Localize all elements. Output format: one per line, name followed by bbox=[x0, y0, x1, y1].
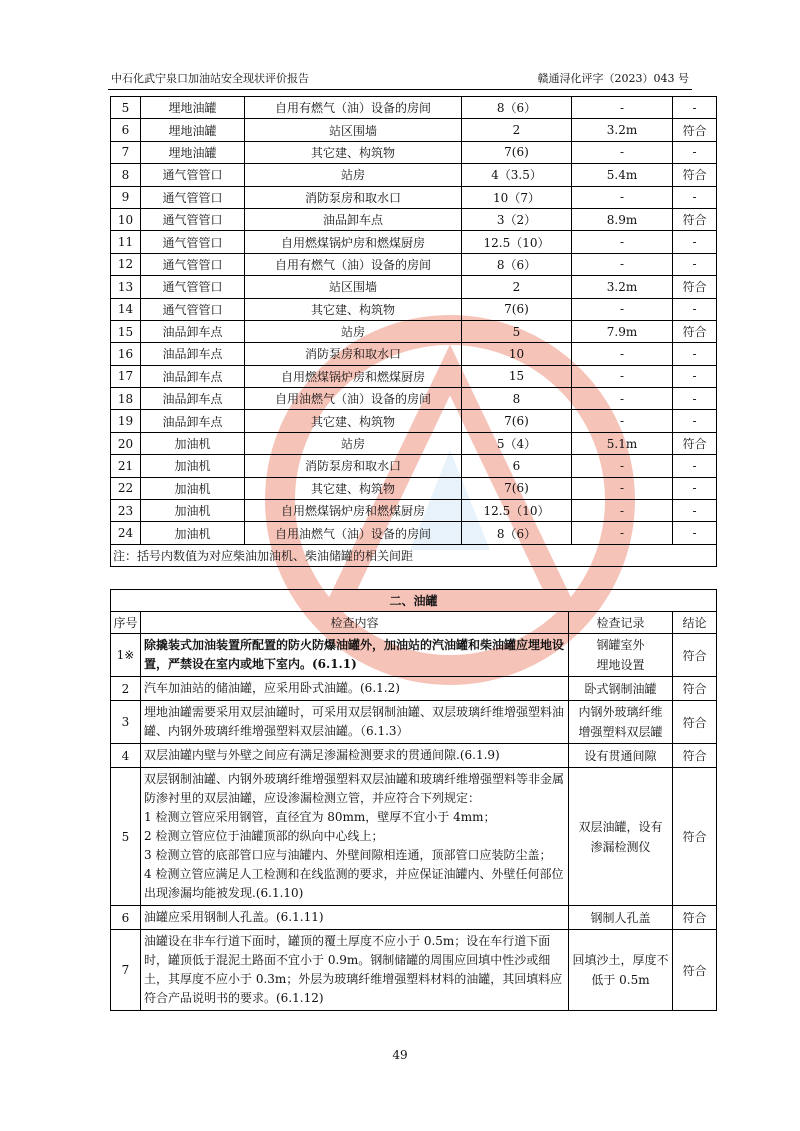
target-cell: 自用油燃气（油）设备的房间 bbox=[245, 388, 462, 410]
check-content-line: 油罐设在非车行道下面时，罐顶的覆土厚度不应小于 0.5m；设在车行道下面时，罐顶低于混泥土路面不宜小于 0.9m。钢制储罐的周围应回填中性沙或细土，其厚度不应小于 0.3m；外层为玻璃纤维增强塑料材料的油罐，其回填料应符合产品说明书的要求。(6.1.12) bbox=[144, 934, 563, 1005]
measured-distance-cell: - bbox=[572, 477, 673, 499]
measured-distance-cell: - bbox=[572, 410, 673, 432]
target-cell: 站区围墙 bbox=[245, 276, 462, 298]
conclusion-cell: 符合 bbox=[673, 768, 717, 906]
target-cell: 自用油燃气（油）设备的房间 bbox=[245, 522, 462, 544]
conclusion-cell: 符合 bbox=[673, 634, 717, 677]
check-record-cell: 钢制人孔盖 bbox=[569, 906, 673, 930]
source-cell: 通气管管口 bbox=[141, 253, 245, 275]
row-no-cell: 22 bbox=[111, 477, 141, 499]
check-record-cell: 设有贯通间隙 bbox=[569, 744, 673, 768]
target-cell: 自用有燃气（油）设备的房间 bbox=[245, 97, 462, 119]
page-header-left: 中石化武宁泉口加油站安全现状评价报告 bbox=[111, 72, 309, 85]
measured-distance-cell: 5.1m bbox=[572, 432, 673, 454]
conclusion-cell: - bbox=[673, 522, 717, 544]
measured-distance-cell: 3.2m bbox=[572, 276, 673, 298]
source-cell: 埋地油罐 bbox=[141, 119, 245, 141]
table-row bbox=[111, 388, 717, 410]
tank-check-table bbox=[110, 589, 717, 1011]
conclusion-cell: - bbox=[673, 186, 717, 208]
measured-distance-cell: - bbox=[572, 141, 673, 163]
required-distance-cell: 5 bbox=[462, 320, 572, 342]
check-content-line: 4 检测立管应满足人工检测和在线监测的要求，并应保证油罐内、外壁任何部位出现渗漏均能被发现.(6.1.10) bbox=[144, 867, 564, 900]
table-row bbox=[111, 276, 717, 298]
item-no-cell: 1※ bbox=[111, 634, 141, 677]
table-row bbox=[111, 701, 717, 744]
conclusion-cell: - bbox=[673, 500, 717, 522]
table-row bbox=[111, 768, 717, 906]
header-no: 序号 bbox=[111, 612, 141, 634]
row-no-cell: 10 bbox=[111, 208, 141, 230]
section-title: 二、油罐 bbox=[111, 590, 717, 612]
conclusion-cell: - bbox=[673, 343, 717, 365]
table-row bbox=[111, 343, 717, 365]
check-content-line: 1 检测立管应采用钢管，直径宜为 80mm，壁厚不宜小于 4mm； bbox=[144, 810, 496, 824]
item-no-cell: 7 bbox=[111, 930, 141, 1011]
source-cell: 加油机 bbox=[141, 432, 245, 454]
row-no-cell: 7 bbox=[111, 141, 141, 163]
table-row bbox=[111, 410, 717, 432]
required-distance-cell: 7(6) bbox=[462, 298, 572, 320]
conclusion-cell: 符合 bbox=[673, 701, 717, 744]
conclusion-cell: - bbox=[673, 298, 717, 320]
item-no-cell: 5 bbox=[111, 768, 141, 906]
measured-distance-cell: - bbox=[572, 343, 673, 365]
conclusion-cell: 符合 bbox=[673, 432, 717, 454]
check-content-line: 埋地油罐需要采用双层油罐时，可采用双层钢制油罐、双层玻璃纤维增强塑料油罐、内钢外玻璃纤维增强塑料双层油罐。（6.1.3） bbox=[144, 705, 565, 738]
row-no-cell: 24 bbox=[111, 522, 141, 544]
source-cell: 通气管管口 bbox=[141, 231, 245, 253]
check-content-cell bbox=[141, 677, 569, 701]
note-row bbox=[111, 544, 717, 566]
item-no-cell: 4 bbox=[111, 744, 141, 768]
measured-distance-cell: - bbox=[572, 455, 673, 477]
check-content-cell bbox=[141, 634, 569, 677]
check-content-line: 双层钢制油罐、内钢外玻璃纤维增强塑料双层油罐和玻璃纤维增强塑料等非金属防渗衬里的双层油罐，应设渗漏检测立管，并应符合下列规定： bbox=[144, 772, 565, 805]
required-distance-cell: 12.5（10） bbox=[462, 500, 572, 522]
row-no-cell: 17 bbox=[111, 365, 141, 387]
conclusion-cell: 符合 bbox=[673, 744, 717, 768]
table-row bbox=[111, 677, 717, 701]
required-distance-cell: 4（3.5） bbox=[462, 164, 572, 186]
check-content-cell bbox=[141, 906, 569, 930]
required-distance-cell: 8（6） bbox=[462, 97, 572, 119]
required-distance-cell: 15 bbox=[462, 365, 572, 387]
row-no-cell: 18 bbox=[111, 388, 141, 410]
conclusion-cell: - bbox=[673, 141, 717, 163]
item-no-cell: 3 bbox=[111, 701, 141, 744]
required-distance-cell: 12.5（10） bbox=[462, 231, 572, 253]
required-distance-cell: 2 bbox=[462, 276, 572, 298]
source-cell: 埋地油罐 bbox=[141, 141, 245, 163]
check-content-cell bbox=[141, 768, 569, 906]
header-record: 检查记录 bbox=[569, 612, 673, 634]
conclusion-cell: - bbox=[673, 231, 717, 253]
measured-distance-cell: - bbox=[572, 500, 673, 522]
target-cell: 其它建、构筑物 bbox=[245, 141, 462, 163]
conclusion-cell: - bbox=[673, 455, 717, 477]
conclusion-cell: 符合 bbox=[673, 208, 717, 230]
check-content-line: 2 检测立管应位于油罐顶部的纵向中心线上； bbox=[144, 829, 384, 843]
target-cell: 站房 bbox=[245, 432, 462, 454]
conclusion-cell: 符合 bbox=[673, 276, 717, 298]
conclusion-cell: 符合 bbox=[673, 320, 717, 342]
source-cell: 通气管管口 bbox=[141, 276, 245, 298]
target-cell: 消防泵房和取水口 bbox=[245, 343, 462, 365]
table-row bbox=[111, 320, 717, 342]
conclusion-cell: 符合 bbox=[673, 930, 717, 1011]
measured-distance-cell: - bbox=[572, 231, 673, 253]
item-no-cell: 6 bbox=[111, 906, 141, 930]
row-no-cell: 11 bbox=[111, 231, 141, 253]
target-cell: 自用燃煤锅炉房和燃煤厨房 bbox=[245, 365, 462, 387]
measured-distance-cell: 7.9m bbox=[572, 320, 673, 342]
required-distance-cell: 8（6） bbox=[462, 253, 572, 275]
required-distance-cell: 8 bbox=[462, 388, 572, 410]
required-distance-cell: 10 bbox=[462, 343, 572, 365]
row-no-cell: 13 bbox=[111, 276, 141, 298]
target-cell: 站房 bbox=[245, 320, 462, 342]
measured-distance-cell: 3.2m bbox=[572, 119, 673, 141]
measured-distance-cell: - bbox=[572, 522, 673, 544]
table-row bbox=[111, 164, 717, 186]
table-row bbox=[111, 477, 717, 499]
table-row bbox=[111, 522, 717, 544]
check-content-line: 双层油罐内壁与外壁之间应有满足渗漏检测要求的贯通间隙.(6.1.9) bbox=[144, 748, 500, 762]
target-cell: 自用燃煤锅炉房和燃煤厨房 bbox=[245, 231, 462, 253]
table-row bbox=[111, 930, 717, 1011]
required-distance-cell: 3（2） bbox=[462, 208, 572, 230]
row-no-cell: 16 bbox=[111, 343, 141, 365]
source-cell: 加油机 bbox=[141, 455, 245, 477]
conclusion-cell: 符合 bbox=[673, 119, 717, 141]
conclusion-cell: - bbox=[673, 253, 717, 275]
table-row bbox=[111, 119, 717, 141]
source-cell: 加油机 bbox=[141, 522, 245, 544]
table-row bbox=[111, 634, 717, 677]
table-row bbox=[111, 365, 717, 387]
table-row bbox=[111, 208, 717, 230]
conclusion-cell: - bbox=[673, 477, 717, 499]
table-row bbox=[111, 432, 717, 454]
source-cell: 通气管管口 bbox=[141, 164, 245, 186]
row-no-cell: 14 bbox=[111, 298, 141, 320]
measured-distance-cell: - bbox=[572, 388, 673, 410]
measured-distance-cell: - bbox=[572, 365, 673, 387]
check-content-cell bbox=[141, 701, 569, 744]
header-content: 检查内容 bbox=[141, 612, 569, 634]
check-record-cell: 回填沙土，厚度不 低于 0.5m bbox=[569, 930, 673, 1011]
conclusion-cell: 符合 bbox=[673, 906, 717, 930]
required-distance-cell: 7(6) bbox=[462, 477, 572, 499]
table-row bbox=[111, 253, 717, 275]
source-cell: 埋地油罐 bbox=[141, 97, 245, 119]
target-cell: 消防泵房和取水口 bbox=[245, 186, 462, 208]
row-no-cell: 15 bbox=[111, 320, 141, 342]
check-record-cell: 内钢外玻璃纤维 增强塑料双层罐 bbox=[569, 701, 673, 744]
source-cell: 油品卸车点 bbox=[141, 320, 245, 342]
target-cell: 站房 bbox=[245, 164, 462, 186]
check-record-cell: 钢罐室外 埋地设置 bbox=[569, 634, 673, 677]
source-cell: 加油机 bbox=[141, 477, 245, 499]
measured-distance-cell: 8.9m bbox=[572, 208, 673, 230]
table-row bbox=[111, 231, 717, 253]
source-cell: 油品卸车点 bbox=[141, 410, 245, 432]
target-cell: 其它建、构筑物 bbox=[245, 298, 462, 320]
source-cell: 通气管管口 bbox=[141, 186, 245, 208]
table-row bbox=[111, 500, 717, 522]
page-header-right: 赣通浔化评字（2023）043 号 bbox=[537, 72, 689, 85]
check-content-line: 汽车加油站的储油罐，应采用卧式油罐。(6.1.2) bbox=[144, 681, 400, 695]
item-no-cell: 2 bbox=[111, 677, 141, 701]
conclusion-cell: - bbox=[673, 388, 717, 410]
required-distance-cell: 2 bbox=[462, 119, 572, 141]
check-content-line: 油罐应采用钢制人孔盖。(6.1.11) bbox=[144, 910, 324, 924]
target-cell: 自用燃煤锅炉房和燃煤厨房 bbox=[245, 500, 462, 522]
target-cell: 油品卸车点 bbox=[245, 208, 462, 230]
table-row bbox=[111, 97, 717, 119]
row-no-cell: 19 bbox=[111, 410, 141, 432]
source-cell: 通气管管口 bbox=[141, 298, 245, 320]
check-content-cell bbox=[141, 930, 569, 1011]
target-cell: 其它建、构筑物 bbox=[245, 477, 462, 499]
target-cell: 站区围墙 bbox=[245, 119, 462, 141]
conclusion-cell: 符合 bbox=[673, 164, 717, 186]
required-distance-cell: 5（4） bbox=[462, 432, 572, 454]
row-no-cell: 21 bbox=[111, 455, 141, 477]
target-cell: 自用有燃气（油）设备的房间 bbox=[245, 253, 462, 275]
page-number: 49 bbox=[392, 1048, 408, 1062]
check-content-cell bbox=[141, 744, 569, 768]
table-row bbox=[111, 744, 717, 768]
required-distance-cell: 8（6） bbox=[462, 522, 572, 544]
measured-distance-cell: - bbox=[572, 298, 673, 320]
measured-distance-cell: - bbox=[572, 97, 673, 119]
conclusion-cell: - bbox=[673, 365, 717, 387]
section-title-row bbox=[111, 590, 717, 612]
table-row bbox=[111, 298, 717, 320]
required-distance-cell: 6 bbox=[462, 455, 572, 477]
table-row bbox=[111, 186, 717, 208]
measured-distance-cell: 5.4m bbox=[572, 164, 673, 186]
conclusion-cell: - bbox=[673, 97, 717, 119]
conclusion-cell: - bbox=[673, 410, 717, 432]
row-no-cell: 5 bbox=[111, 97, 141, 119]
table-row bbox=[111, 906, 717, 930]
check-header-row bbox=[111, 612, 717, 634]
check-record-cell: 卧式钢制油罐 bbox=[569, 677, 673, 701]
table-row bbox=[111, 455, 717, 477]
target-cell: 其它建、构筑物 bbox=[245, 410, 462, 432]
check-record-cell: 双层油罐，设有 渗漏检测仪 bbox=[569, 768, 673, 906]
source-cell: 油品卸车点 bbox=[141, 365, 245, 387]
row-no-cell: 8 bbox=[111, 164, 141, 186]
source-cell: 油品卸车点 bbox=[141, 388, 245, 410]
check-content-line: 3 检测立管的底部管口应与油罐内、外壁间隙相连通，顶部管口应装防尘盖； bbox=[144, 848, 552, 862]
source-cell: 加油机 bbox=[141, 500, 245, 522]
required-distance-cell: 7(6) bbox=[462, 141, 572, 163]
target-cell: 消防泵房和取水口 bbox=[245, 455, 462, 477]
row-no-cell: 9 bbox=[111, 186, 141, 208]
source-cell: 通气管管口 bbox=[141, 208, 245, 230]
required-distance-cell: 7(6) bbox=[462, 410, 572, 432]
check-content-line: 除撬装式加油装置所配置的防火防爆油罐外，加油站的汽油罐和柴油罐应埋地设置，严禁设在室内或地下室内。(6.1.1) bbox=[144, 638, 565, 671]
conclusion-cell: 符合 bbox=[673, 677, 717, 701]
row-no-cell: 6 bbox=[111, 119, 141, 141]
required-distance-cell: 10（7） bbox=[462, 186, 572, 208]
row-no-cell: 20 bbox=[111, 432, 141, 454]
header-conclusion: 结论 bbox=[673, 612, 717, 634]
note-text: 注：括号内数值为对应柴油加油机、柴油储罐的相关间距 bbox=[111, 544, 717, 566]
measured-distance-cell: - bbox=[572, 186, 673, 208]
distance-table bbox=[110, 96, 717, 567]
table-row bbox=[111, 141, 717, 163]
header-rule bbox=[108, 89, 692, 90]
measured-distance-cell: - bbox=[572, 253, 673, 275]
source-cell: 油品卸车点 bbox=[141, 343, 245, 365]
row-no-cell: 23 bbox=[111, 500, 141, 522]
row-no-cell: 12 bbox=[111, 253, 141, 275]
